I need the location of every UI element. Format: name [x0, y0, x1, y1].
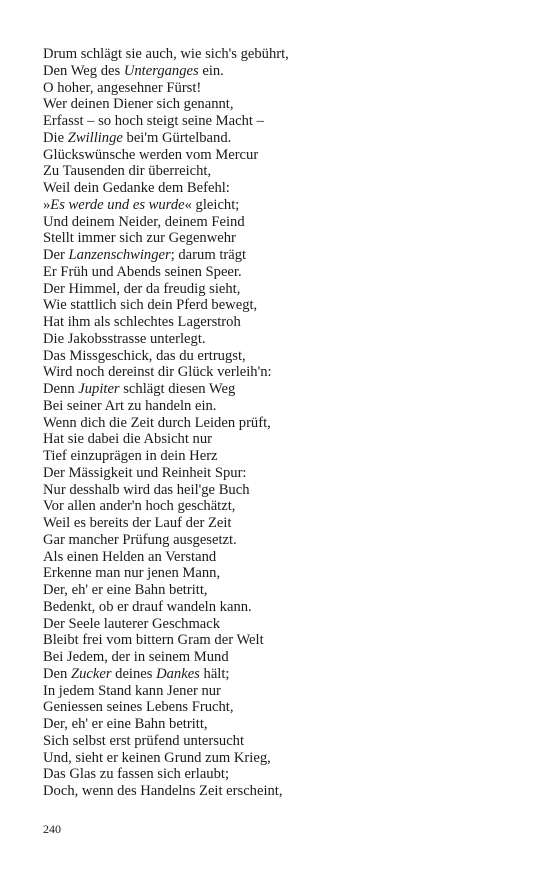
- poem-line: [43, 381, 523, 398]
- poem-segment: Stellt immer sich zur Gegenwehr: [43, 230, 236, 247]
- poem-segment: Nur desshalb wird das heil'ge Buch: [43, 481, 250, 498]
- poem-segment: schlägt diesen Weg: [119, 381, 236, 397]
- poem-segment: Der Seele lauterer Geschmack: [43, 615, 221, 632]
- poem-segment: Das Glas zu fassen sich erlaubt;: [43, 766, 230, 783]
- poem-line: [43, 214, 523, 231]
- poem-segment: Und deinem Neider, deinem Feind: [43, 213, 245, 230]
- poem-segment: Tief einzuprägen in dein Herz: [43, 448, 218, 464]
- poem-line: [43, 264, 523, 281]
- poem-segment: Der, eh' er eine Bahn betritt,: [43, 716, 208, 732]
- poem-line: [43, 247, 523, 264]
- poem-line: [43, 783, 523, 800]
- poem-segment: Wer deinen Diener sich genannt,: [43, 96, 234, 113]
- poem-line: [43, 230, 523, 247]
- poem-segment: Das Missgeschick, das du ertrugst,: [43, 347, 246, 364]
- poem-line: [43, 331, 523, 348]
- poem-segment: Den: [43, 665, 71, 682]
- poem-segment: Geniessen seines Lebens Frucht,: [43, 699, 234, 716]
- poem-line: [43, 498, 523, 515]
- poem-line: [43, 348, 523, 365]
- poem-emphasis: Dankes: [156, 665, 200, 682]
- poem-segment: Und, sieht er keinen Grund zum Krieg,: [43, 749, 271, 766]
- poem-segment: Bleibt frei vom bittern Gram der Welt: [43, 632, 264, 649]
- poem-segment: « gleicht;: [184, 196, 240, 213]
- poem-segment: Vor allen ander'n hoch geschätzt,: [43, 498, 236, 515]
- poem-segment: »: [43, 196, 51, 213]
- poem-emphasis: Lanzenschwinger: [68, 247, 171, 263]
- poem-line: [43, 515, 523, 532]
- poem-segment: Glückswünsche werden vom Mercur: [43, 146, 259, 163]
- poem-line: [43, 197, 523, 214]
- poem-segment: Bedenkt, ob er drauf wandeln kann.: [43, 598, 252, 615]
- poem-line: [43, 281, 523, 298]
- poem-line: [43, 80, 523, 97]
- poem-segment: Wie stattlich sich dein Pferd bewegt,: [43, 297, 258, 314]
- poem-emphasis: Zwillinge: [67, 129, 123, 146]
- poem-segment: Wenn dich die Zeit durch Leiden prüft,: [43, 414, 271, 431]
- poem-segment: ; darum trägt: [170, 247, 247, 263]
- poem-segment: hält;: [199, 665, 230, 682]
- poem-line: [43, 616, 523, 633]
- poem-line: [43, 46, 523, 63]
- poem-segment: Hat ihm als schlechtes Lagerstroh: [43, 314, 241, 330]
- poem-line: [43, 130, 523, 147]
- poem-line: [43, 113, 523, 130]
- poem-text: [43, 46, 523, 800]
- poem-line: [43, 532, 523, 549]
- poem-line: [43, 766, 523, 783]
- poem-line: [43, 415, 523, 432]
- poem-segment: Erfasst – so hoch steigt seine Macht –: [43, 113, 264, 129]
- poem-segment: Sich selbst erst prüfend untersucht: [43, 732, 245, 749]
- poem-segment: Wird noch dereinst dir Glück verleih'n:: [43, 364, 272, 381]
- poem-segment: Doch, wenn des Handelns Zeit erscheint,: [43, 783, 283, 799]
- poem-line: [43, 649, 523, 666]
- poem-line: [43, 147, 523, 164]
- poem-segment: deines: [111, 665, 157, 682]
- poem-line: [43, 666, 523, 683]
- poem-segment: Als einen Helden an Verstand: [43, 548, 217, 565]
- poem-line: [43, 599, 523, 616]
- poem-line: [43, 431, 523, 448]
- poem-segment: Erkenne man nur jenen Mann,: [43, 565, 221, 582]
- poem-segment: Zu Tausenden dir überreicht,: [43, 163, 212, 180]
- poem-segment: Die: [43, 129, 68, 146]
- poem-line: [43, 364, 523, 381]
- poem-segment: Bei seiner Art zu handeln ein.: [43, 397, 217, 414]
- poem-segment: Denn: [43, 381, 79, 397]
- poem-segment: Weil dein Gedanke dem Befehl:: [43, 180, 230, 196]
- poem-emphasis: Zucker: [70, 665, 112, 682]
- poem-line: [43, 699, 523, 716]
- poem-line: [43, 180, 523, 197]
- poem-segment: Drum schlägt sie auch, wie sich's gebührt,: [43, 46, 289, 62]
- poem-emphasis: Unterganges: [123, 62, 199, 79]
- poem-segment: Gar mancher Prüfung ausgesetzt.: [43, 531, 237, 548]
- poem-line: [43, 448, 523, 465]
- poem-line: [43, 297, 523, 314]
- poem-line: [43, 565, 523, 582]
- poem-segment: Er Früh und Abends seinen Speer.: [43, 263, 242, 280]
- poem-line: [43, 750, 523, 767]
- poem-line: [43, 632, 523, 649]
- poem-segment: Hat sie dabei die Absicht nur: [43, 431, 213, 448]
- poem-line: [43, 716, 523, 733]
- poem-line: [43, 683, 523, 700]
- poem-segment: O hoher, angesehner Fürst!: [43, 79, 202, 96]
- poem-segment: Der Mässigkeit und Reinheit Spur:: [43, 464, 247, 481]
- poem-line: [43, 582, 523, 599]
- poem-line: [43, 482, 523, 499]
- poem-emphasis: Jupiter: [78, 381, 120, 397]
- poem-line: [43, 733, 523, 750]
- poem-segment: Der, eh' er eine Bahn betritt,: [43, 582, 208, 598]
- poem-segment: Weil es bereits der Lauf der Zeit: [43, 515, 232, 531]
- poem-line: [43, 549, 523, 566]
- poem-segment: Die Jakobsstrasse unterlegt.: [43, 330, 206, 347]
- poem-emphasis: Es werde und es wurde: [50, 196, 185, 213]
- poem-segment: bei'm Gürtelband.: [122, 129, 232, 146]
- poem-segment: Den Weg des: [43, 62, 124, 79]
- page-number: 240: [43, 822, 61, 836]
- poem-line: [43, 398, 523, 415]
- poem-segment: ein.: [198, 62, 224, 79]
- poem-line: [43, 163, 523, 180]
- poem-segment: Der: [43, 247, 69, 263]
- poem-line: [43, 63, 523, 80]
- poem-line: [43, 314, 523, 331]
- poem-line: [43, 96, 523, 113]
- poem-segment: Bei Jedem, der in seinem Mund: [43, 649, 229, 665]
- poem-line: [43, 465, 523, 482]
- poem-segment: Der Himmel, der da freudig sieht,: [43, 280, 241, 297]
- poem-segment: In jedem Stand kann Jener nur: [43, 682, 221, 699]
